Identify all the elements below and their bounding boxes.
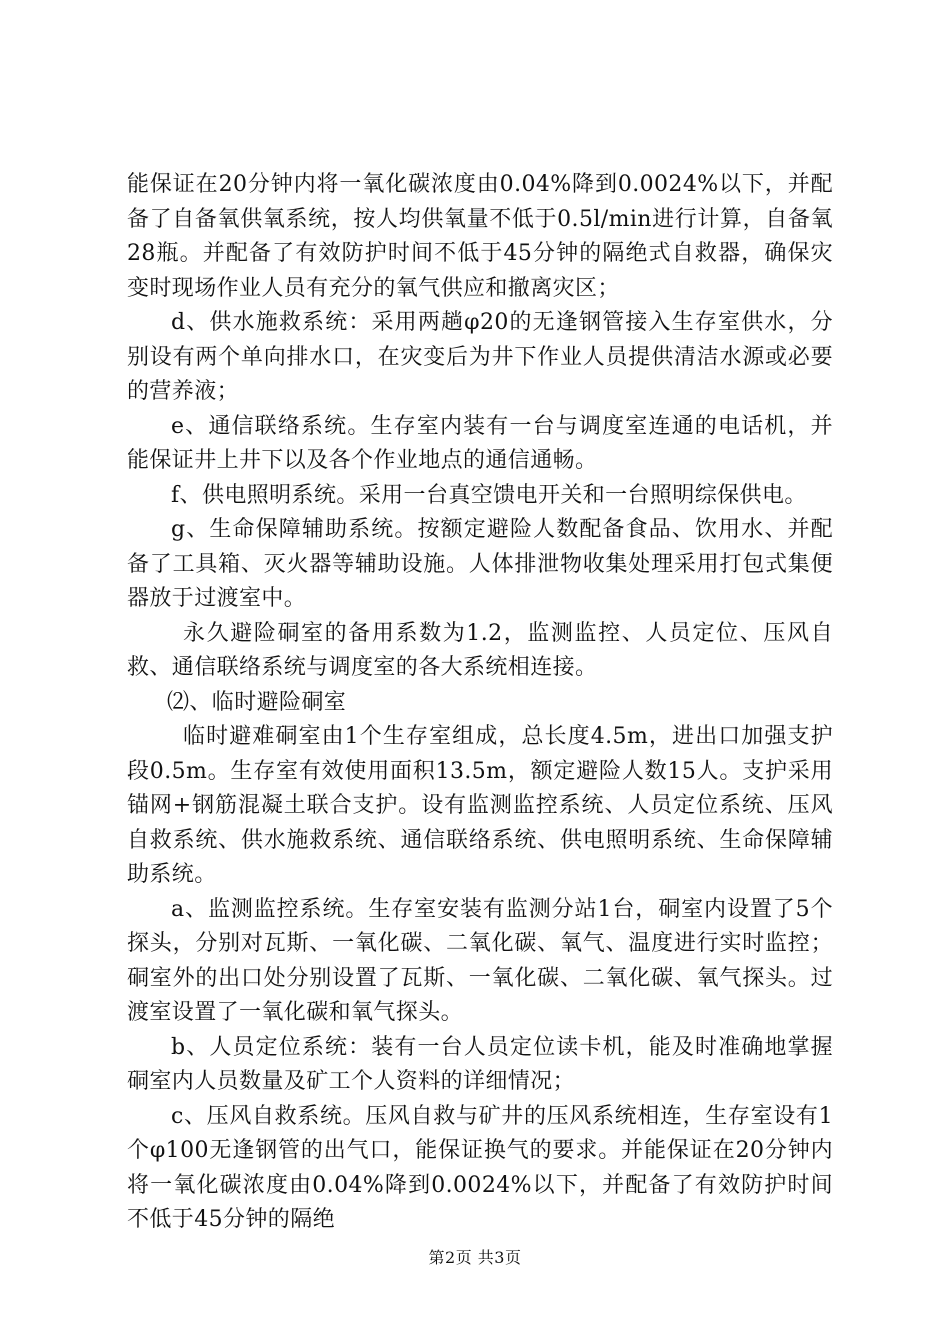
paragraph-communication-system: e、通信联络系统。生存室内装有一台与调度室连通的电话机，并能保证井上井下以及各个作业地点的通信通畅。 bbox=[127, 413, 833, 473]
paragraph-temporary-chamber-overview: 临时避难硐室由1个生存室组成，总长度4.5m，进出口加强支护段0.5m。生存室有效使用面积13.5m，额定避险人数15人。支护采用锚网+钢筋混凝土联合支护。设有监测监控系统、人员定位系统、压风自救系统、供水施救系统、通信联络系统、供电照明系统、生命保障辅助系统。 bbox=[127, 724, 833, 887]
paragraph-permanent-chamber-summary: 永久避险硐室的备用系数为1.2，监测监控、人员定位、压风自救、通信联络系统与调度室的各大系统相连接。 bbox=[127, 620, 833, 680]
paragraph-continued-oxygen-supply: 能保证在20分钟内将一氧化碳浓度由0.04%降到0.0024%以下，并配备了自备氧供氧系统，按人均供氧量不低于0.5l/min进行计算，自备氧28瓶。并配备了有效防护时间不低于45分钟的隔绝式自救器，确保灾变时现场作业人员有充分的氧气供应和撤离灾区； bbox=[127, 172, 833, 301]
paragraph-life-support-system: g、生命保障辅助系统。按额定避险人数配备食品、饮用水、并配备了工具箱、灭火器等辅助设施。人体排泄物收集处理采用打包式集便器放于过渡室中。 bbox=[127, 517, 833, 611]
paragraph-power-lighting-system: f、供电照明系统。采用一台真空馈电开关和一台照明综保供电。 bbox=[171, 482, 807, 508]
document-body bbox=[127, 168, 833, 1238]
paragraph-water-supply-system: d、供水施救系统：采用两趟φ20的无逢钢管接入生存室供水，分别设有两个单向排水口，在灾变后为井下作业人员提供清洁水源或必要的营养液； bbox=[127, 310, 833, 404]
section-heading-temporary-chamber: ⑵、临时避险硐室 bbox=[167, 689, 347, 715]
paragraph-compressed-air-rescue: c、压风自救系统。压风自救与矿井的压风系统相连，生存室设有1个φ100无逢钢管的出气口，能保证换气的要求。并能保证在20分钟内将一氧化碳浓度由0.04%降到0.0024%以下，并配备了有效防护时间不低于45分钟的隔绝 bbox=[127, 1103, 833, 1232]
paragraph-personnel-positioning: b、人员定位系统：装有一台人员定位读卡机，能及时准确地掌握硐室内人员数量及矿工个人资料的详细情况； bbox=[127, 1034, 833, 1094]
page-footer: 第2页 共3页 bbox=[428, 1248, 522, 1267]
paragraph-monitoring-system: a、监测监控系统。生存室安装有监测分站1台，硐室内设置了5个探头，分别对瓦斯、一氧化碳、二氧化碳、氧气、温度进行实时监控；硐室外的出口处分别设置了瓦斯、一氧化碳、二氧化碳、氧气探头。过渡室设置了一氧化碳和氧气探头。 bbox=[127, 896, 833, 1025]
